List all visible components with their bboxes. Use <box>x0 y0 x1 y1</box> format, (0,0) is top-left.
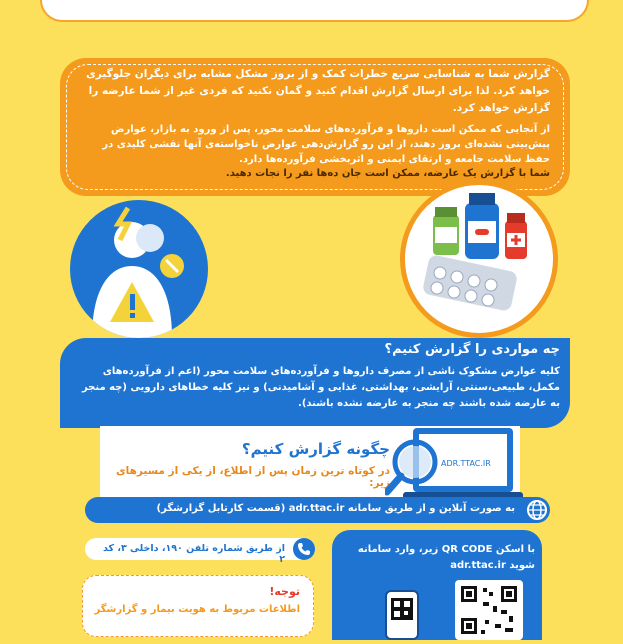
person-illustration <box>70 200 208 338</box>
how-to-report-subtitle: در کوتاه ترین زمان پس از اطلاع، از یکی از مسیرهای زیر: <box>116 465 390 489</box>
info-paragraph-1: گزارش شما به شناسایی سریع خطرات کمک و از بروز مشکل مشابه برای دیگران جلوگیری خواهد کرد. لذا برای ارسال گزارش اقدام کنید و گمان نکنید که فردی غیر از شما عارضه را گزارش خواهد کرد. <box>86 68 550 114</box>
globe-icon <box>526 499 548 521</box>
person-icon <box>70 200 208 338</box>
laptop-url: ADR.TTAC.IR <box>441 459 491 468</box>
qr-instruction-line-2: adr.ttac.ir شوید <box>450 560 535 571</box>
what-to-report-body: کلیه عوارض مشکوک ناشی از مصرف داروها و فرآورده‌های سلامت محور (اعم از فرآورده‌های مکمل، طبیعی،سنتی، آرایشی، بهداشتی، غذایی و آشامیدنی) و نیز کلیه خطاهای دارویی (چه منجر به عارضه شده باشند چه منجر به عارضه نشده باشند). <box>81 366 560 409</box>
qr-instruction-line-1: با اسکن QR CODE زیر، وارد سامانه <box>357 544 535 555</box>
top-banner <box>40 0 589 22</box>
online-report-text: به صورت آنلاین و از طریق سامانه adr.ttac.ir (قسمت کارتابل گزارشگر) <box>156 503 515 514</box>
smartphone-icon <box>385 590 419 640</box>
attention-title: توجه! <box>269 585 300 598</box>
medicine-illustration <box>400 180 558 338</box>
how-to-report-title: چگونه گزارش کنیم؟ <box>241 440 390 458</box>
info-paragraph-2: از آنجایی که ممکن است داروها و فرآورده‌های سلامت محور، پس از ورود به بازار، عوارض پیش‌بینی نشده‌ای بروز دهند، از این رو گزارش‌دهی عوارض ناخواسته‌ی آنها نقشی کلیدی در حفظ سلامت جامعه و ارتقای ایمنی و اثربخشی فرآورده‌ها دارد. <box>102 124 550 165</box>
phone-icon <box>292 537 316 561</box>
phone-report-text: از طریق شماره تلفن ۱۹۰، داخلی ۳، کد ۲ <box>103 543 285 565</box>
medicine-icon <box>405 185 553 333</box>
qr-code[interactable] <box>455 580 523 640</box>
what-to-report-title: چه مواردی را گزارش کنیم؟ <box>384 342 560 357</box>
attention-body: اطلاعات مربوط به هویت بیمار و گزارشگر <box>94 604 300 615</box>
info-paragraph-3: شما با گزارش یک عارضه، ممکن است جان ده‌ها نفر را نجات دهید. <box>225 168 550 179</box>
